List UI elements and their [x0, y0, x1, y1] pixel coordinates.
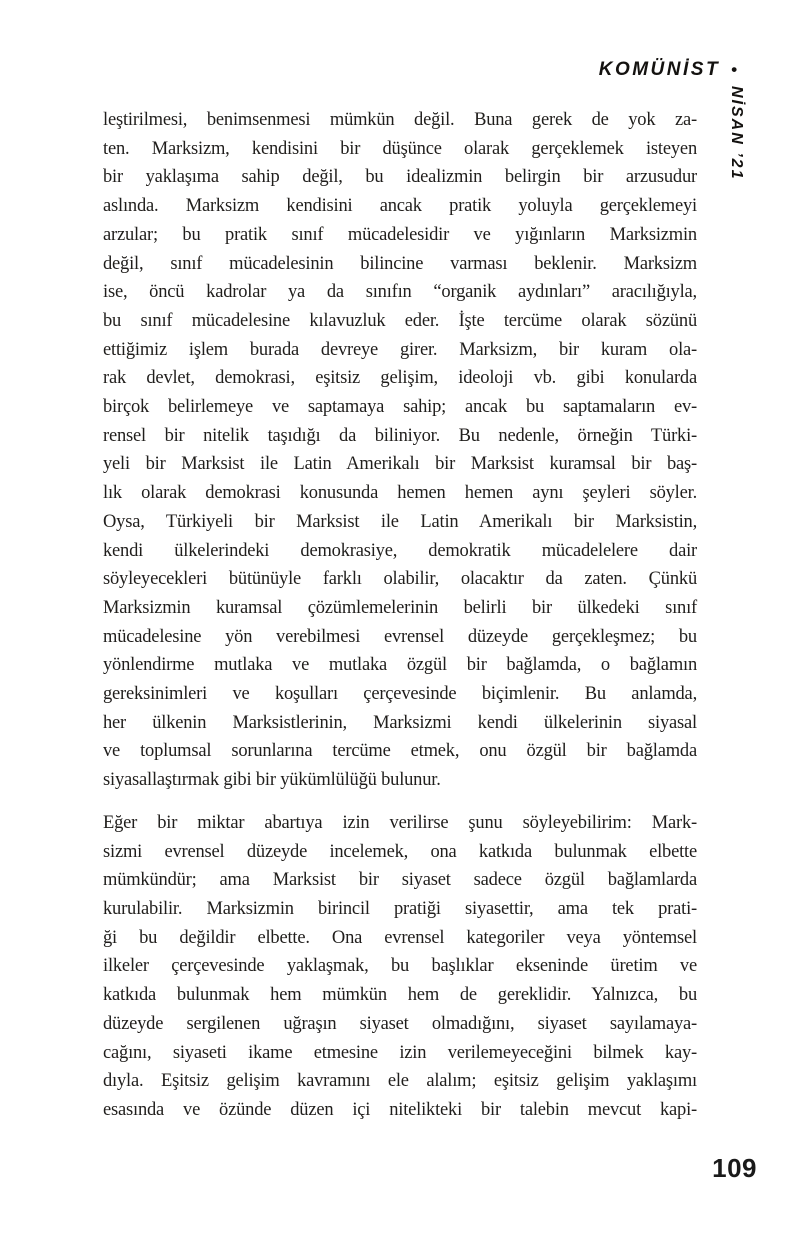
text-line: Eğer bir miktar abartıya izin verilirse şunu söyleyebilirim: Mark- [103, 812, 697, 833]
text-line: mümkündür; ama Marksist bir siyaset sadece özgül bağlamlarda [103, 870, 697, 891]
text-line: ise, öncü kadrolar ya da sınıfın “organik aydınları” aracılığıyla, [103, 282, 697, 303]
text-line: Oysa, Türkiyeli bir Marksist ile Latin Amerikalı bir Marksistin, [103, 511, 697, 532]
text-line: yeli bir Marksist ile Latin Amerikalı bir Marksist kuramsal bir baş- [103, 454, 697, 475]
journal-title: KOMÜNİST [598, 59, 721, 80]
text-line: gereksinimleri ve koşulları çerçevesinde biçimlenir. Bu anlamda, [103, 684, 697, 705]
text-line: kurulabilir. Marksizmin birincil pratiği siyasettir, ama tek prati- [103, 898, 697, 919]
text-line: siyasallaştırmak gibi bir yükümlülüğü bulunur. [103, 770, 441, 791]
text-line: bir yaklaşıma sahip değil, bu idealizmin belirgin bir arzusudur [103, 167, 697, 188]
text-line: ettiğimiz işlem burada devreye girer. Marksizm, bir kuram ola- [103, 339, 697, 360]
text-line: ği bu değildir elbette. Ona evrensel kategoriler veya yöntemsel [103, 927, 697, 948]
paragraph-2 [103, 809, 697, 1125]
text-line: kendi ülkelerindeki demokrasiye, demokratik mücadelelere dair [103, 540, 697, 561]
text-line: esasında ve özünde düzen içi nitelikteki bir talebin mevcut kapi- [103, 1099, 697, 1120]
text-line: rensel bir nitelik taşıdığı da biliniyor. Bu nedenle, örneğin Türki- [103, 425, 697, 446]
paragraph-1 [103, 106, 697, 795]
text-line: sizmi evrensel düzeyde incelemek, ona katkıda bulunmak elbette [103, 841, 697, 862]
text-line: lık olarak demokrasi konusunda hemen hemen aynı şeyleri söyler. [103, 483, 697, 504]
bullet-icon: • [731, 60, 737, 79]
text-line: her ülkenin Marksistlerinin, Marksizmi kendi ülkelerinin siyasal [103, 712, 697, 733]
issue-label: NİSAN ’21 [728, 86, 745, 181]
text-line: dıyla. Eşitsiz gelişim kavramını ele alalım; eşitsiz gelişim yaklaşımı [103, 1071, 697, 1092]
page-number: 109 [712, 1153, 757, 1183]
text-line: Marksizmin kuramsal çözümlemelerinin belirli bir ülkedeki sınıf [103, 597, 697, 618]
text-line: bu sınıf mücadelesine kılavuzluk eder. İşte tercüme olarak sözünü [103, 310, 697, 331]
text-line: yönlendirme mutlaka ve mutlaka özgül bir bağlamda, o bağlamın [103, 655, 697, 676]
text-line: ve toplumsal sorunlarına tercüme etmek, onu özgül bir bağlamda [103, 741, 697, 762]
text-line: aslında. Marksizm kendisini ancak pratik yoluyla gerçeklemeyi [103, 196, 697, 217]
text-line: ten. Marksizm, kendisini bir düşünce olarak gerçeklemek isteyen [103, 138, 697, 159]
text-line: değil, sınıf mücadelesinin bilincine varması beklenir. Marksizm [103, 253, 697, 274]
text-line: katkıda bulunmak hem mümkün hem de gereklidir. Yalnızca, bu [103, 985, 697, 1006]
article-text [103, 106, 697, 1125]
running-head [599, 59, 737, 81]
text-line: düzeyde sergilenen uğraşın siyaset olmadığını, siyaset sayılamaya- [103, 1013, 697, 1034]
text-line: ilkeler çerçevesinde yaklaşmak, bu başlıklar ekseninde üretim ve [103, 956, 697, 977]
text-line: birçok belirlemeye ve saptamaya sahip; ancak bu saptamaların ev- [103, 397, 697, 418]
text-line: arzular; bu pratik sınıf mücadelesidir ve yığınların Marksizmin [103, 224, 697, 245]
text-line: mücadelesine yön verebilmesi evrensel düzeyde gerçekleşmez; bu [103, 626, 697, 647]
text-line: cağını, siyaseti ikame etmesine izin verilemeyeceğini bilmek kay- [103, 1042, 697, 1063]
text-line: leştirilmesi, benimsenmesi mümkün değil. Buna gerek de yok za- [103, 110, 697, 130]
text-line: rak devlet, demokrasi, eşitsiz gelişim, ideoloji vb. gibi konularda [103, 368, 697, 389]
text-line: söyleyecekleri bütünüyle farklı olabilir, olacaktır da zaten. Çünkü [103, 569, 697, 590]
